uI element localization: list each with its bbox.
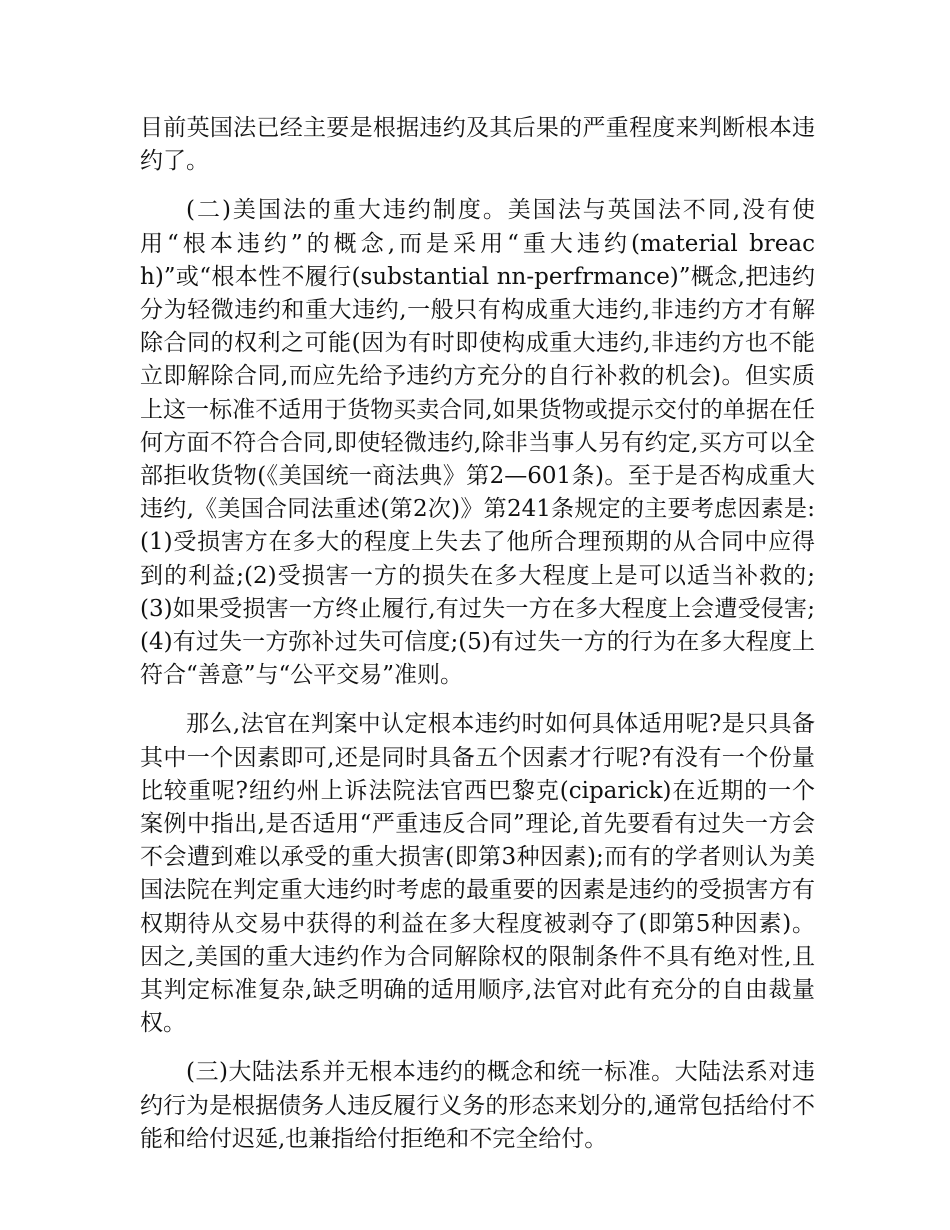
document-body	[140, 112, 815, 1172]
paragraph-continuation: 目前英国法已经主要是根据违约及其后果的严重程度来判断根本违约了。	[140, 115, 815, 175]
paragraph-judicial-application: 那么,法官在判案中认定根本违约时如何具体适用呢?是只具备其中一个因素即可,还是同时具备五个因素才行呢?有没有一个份量比较重呢?纽约州上诉法院法官西巴黎克(ciparick)在近期的一个案例中指出,是否适用“严重违反合同”理论,首先要看有过失一方会不会遭到难以承受的重大损害(即第3种因素);而有的学者则认为美国法院在判定重大违约时考虑的最重要的因素是违约的受损害方有权期待从交易中获得的利益在多大程度被剥夺了(即第5种因素)。因之,美国的重大违约作为合同解除权的限制条件不具有绝对性,且其判定标准复杂,缺乏明确的适用顺序,法官对此有充分的自由裁量权。	[140, 711, 815, 1037]
paragraph-civil-law-system: (三)大陆法系并无根本违约的概念和统一标准。大陆法系对违约行为是根据债务人违反履行义务的形态来划分的,通常包括给付不能和给付迟延,也兼指给付拒绝和不完全给付。	[140, 1059, 815, 1152]
paragraph-us-material-breach: (二)美国法的重大违约制度。美国法与英国法不同,没有使用“根本违约”的概念,而是采用“重大违约(material breach)”或“根本性不履行(substantial nn-perfrmance)”概念,把违约分为轻微违约和重大违约,一般只有构成重大违约,非违约方才有解除合同的权利之可能(因为有时即使构成重大违约,非违约方也不能立即解除合同,而应先给予违约方充分的自行补救的机会)。但实质上这一标准不适用于货物买卖合同,如果货物或提示交付的单据在任何方面不符合合同,即使轻微违约,除非当事人另有约定,买方可以全部拒收货物(《美国统一商法典》第2—601条)。至于是否构成重大违约,《美国合同法重述(第2次)》第241条规定的主要考虑因素是:(1)受损害方在多大的程度上失去了他所合理预期的从合同中应得到的利益;(2)受损害一方的损失在多大程度上是可以适当补救的;(3)如果受损害一方终止履行,有过失一方在多大程度上会遭受侵害;(4)有过失一方弥补过失可信度;(5)有过失一方的行为在多大程度上符合“善意”与“公平交易”准则。	[140, 197, 815, 689]
